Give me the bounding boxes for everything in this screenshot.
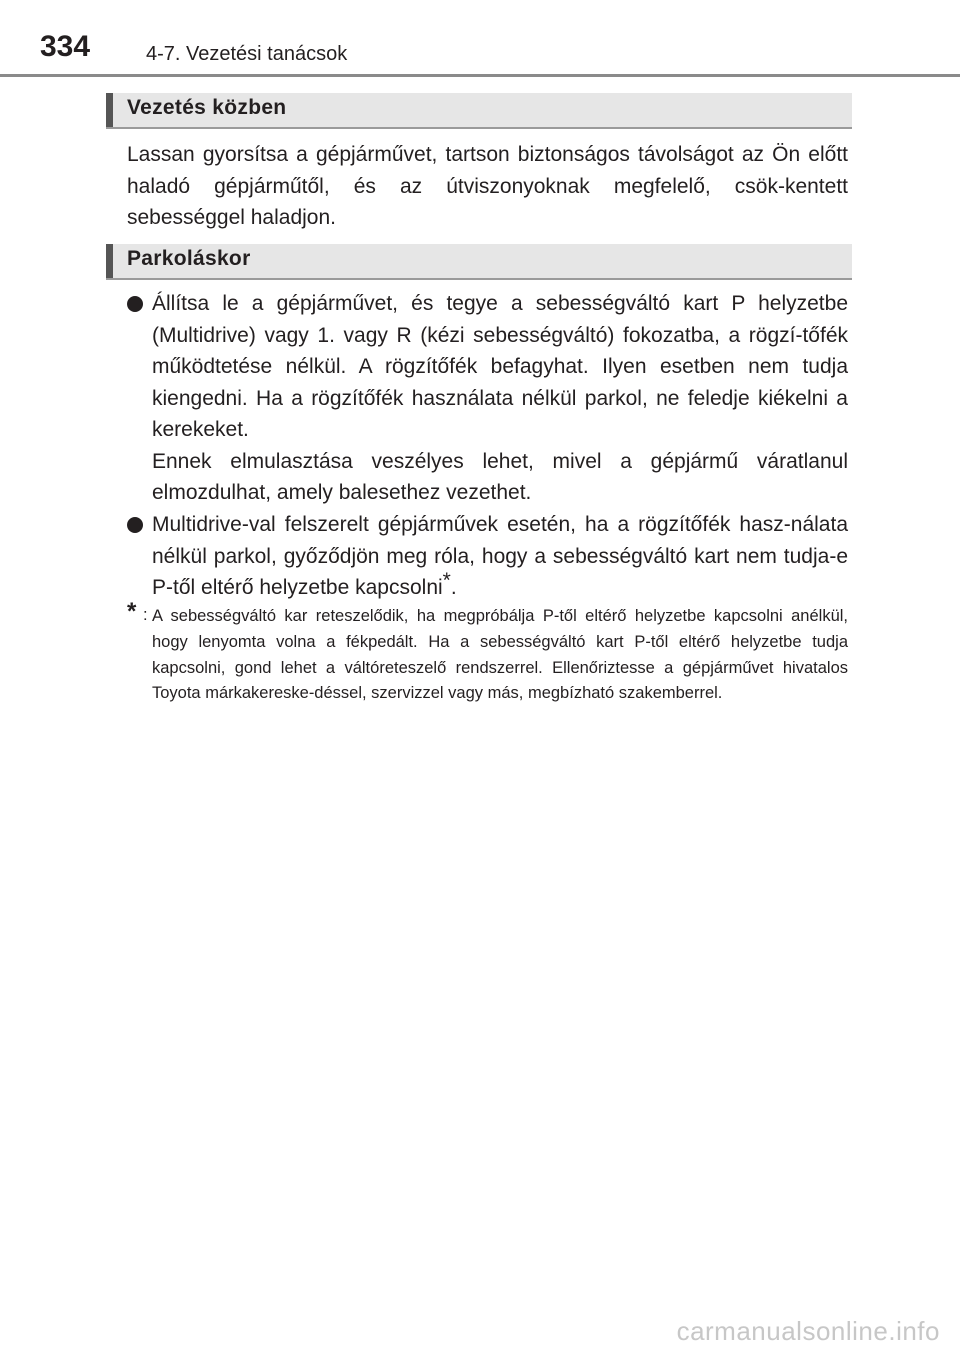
heading-parkolaskor <box>106 244 852 280</box>
footnote <box>127 598 848 707</box>
page-header <box>0 0 960 78</box>
heading-text: Parkoláskor <box>127 247 251 270</box>
bullet-icon <box>127 296 143 312</box>
bullet-item-parking <box>127 288 848 509</box>
heading-vezetes-kozben <box>106 93 852 129</box>
bullet-text <box>152 509 848 604</box>
bullet-icon <box>127 517 143 533</box>
bullet-text: Állítsa le a gépjárművet, és tegye a sebességváltó kart P helyzetbe (Multidrive) vagy 1. vagy R (kézi sebességváltó) fokozatba, a rögzí-tőfék működtetése nélkül. A rögzítőfék befagyhat. Ilyen esetben nem tudja kiengedni. Ha a rögzítőfék használata nélkül parkol, ne feledje kiékelni a kerekeket. <box>152 292 848 441</box>
footnote-text: A sebességváltó kar reteszelődik, ha megpróbálja P-től eltérő helyzetbe kapcsolni anélkül, hogy lenyomta volna a fékpedált. Ha a sebességváltó kart P-től eltérő helyzetbe tudja kapcsolni, gond lehet a váltóreteszelő rendszerrel. Ellenőriztesse a gépjárművet hivatalos Toyota márkakereske-déssel, szervizzel vagy más, megbízható szakemberrel. <box>152 607 848 703</box>
footnote-colon: : <box>143 606 148 624</box>
footnote-mark: * <box>127 598 137 625</box>
heading-accent-bar <box>106 93 113 127</box>
footnote-reference: * <box>442 569 451 592</box>
bullet-item-multidrive <box>127 509 848 604</box>
driving-paragraph: Lassan gyorsítsa a gépjárművet, tartson biztonságos távolságot az Ön előtt haladó gépjárműtől, és az útviszonyoknak megfelelő, csök-kentett sebességgel haladjon. <box>127 143 848 229</box>
page-number: 334 <box>40 30 91 63</box>
heading-text: Vezetés közben <box>127 96 287 119</box>
bullet-body: Multidrive-val felszerelt gépjárművek esetén, ha a rögzítőfék hasz-nálata nélkül parkol, győződjön meg róla, hogy a sebességváltó kart nem tudja-e P-től eltérő helyzetbe kapcsolni <box>152 513 848 599</box>
bullet-end: . <box>450 576 457 599</box>
header-divider <box>0 74 960 77</box>
section-title: 4-7. Vezetési tanácsok <box>146 43 348 65</box>
heading-accent-bar <box>106 244 113 278</box>
watermark: carmanualsonline.info <box>676 1316 940 1346</box>
bullet-note: Ennek elmulasztása veszélyes lehet, mivel a gépjármű váratlanul elmozdulhat, amely balesethez vezethet. <box>152 449 848 504</box>
